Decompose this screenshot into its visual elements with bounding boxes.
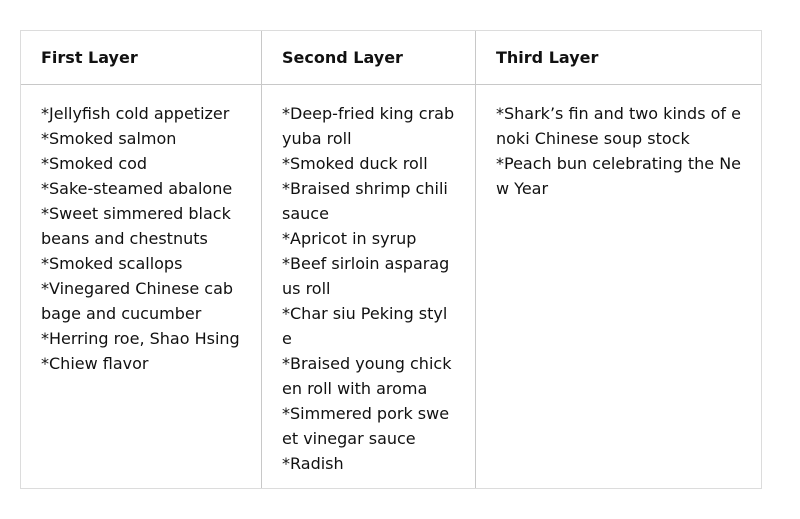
list-item: *Beef sirloin asparagus roll — [282, 254, 450, 298]
column-first-layer — [21, 31, 261, 488]
column-items — [476, 85, 742, 201]
list-item: *Peach bun celebrating the New Year — [496, 154, 741, 198]
column-third-layer — [475, 31, 761, 488]
list-item: *Herring roe, Shao Hsing — [41, 329, 240, 348]
column-header: Second Layer — [262, 31, 475, 85]
column-items — [21, 85, 241, 376]
list-item: *Chiew flavor — [41, 354, 149, 373]
list-item: *Char siu Peking style — [282, 304, 448, 348]
list-item: *Deep-fried king crab yuba roll — [282, 104, 455, 148]
list-item: *Smoked duck roll — [282, 154, 428, 173]
list-item: *Smoked salmon — [41, 129, 177, 148]
list-item: *Smoked scallops — [41, 254, 183, 273]
list-item: *Apricot in syrup — [282, 229, 417, 248]
list-item: *Jellyfish cold appetizer — [41, 104, 230, 123]
list-item: *Sweet simmered black beans and chestnuts — [41, 204, 231, 248]
column-items — [262, 85, 456, 476]
column-header: First Layer — [21, 31, 261, 85]
menu-table — [20, 30, 762, 489]
list-item: *Sake-steamed abalone — [41, 179, 233, 198]
list-item: *Braised shrimp chili sauce — [282, 179, 448, 223]
list-item: *Radish — [282, 454, 344, 473]
list-item: *Simmered pork sweet vinegar sauce — [282, 404, 450, 448]
column-second-layer — [261, 31, 475, 488]
column-header: Third Layer — [476, 31, 761, 85]
list-item: *Smoked cod — [41, 154, 148, 173]
list-item: *Shark’s fin and two kinds of enoki Chinese soup stock — [496, 104, 741, 148]
list-item: *Vinegared Chinese cabbage and cucumber — [41, 279, 234, 323]
list-item: *Braised young chicken roll with aroma — [282, 354, 452, 398]
